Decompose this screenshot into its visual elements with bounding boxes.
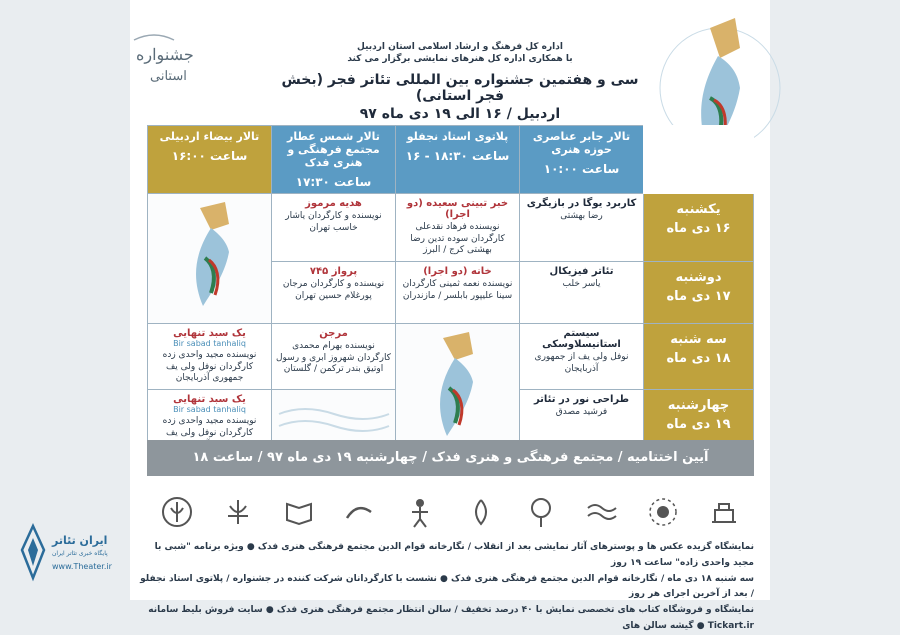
sun-logo-icon [645,494,681,530]
day-cell: یکشنبه ۱۶ دی ماه [644,194,754,262]
column-header-3: تالار بیضاء اردبیلی ساعت ۱۶:۰۰ [148,126,272,194]
svg-text:جشنواره: جشنواره [136,45,194,64]
artwork-cell [396,324,520,456]
corner-cell [644,126,754,194]
schedule-header-row [148,126,754,194]
column-header-0: تالار جابر عناصری حوزه هنری ساعت ۱۰:۰۰ [520,126,644,194]
day-cell: دوشنبه ۱۷ دی ماه [644,262,754,324]
performance-cell: پرواز ۷۴۵ نویسنده و کارگردان مرجان پورغلام حسین تهران [272,262,396,324]
column-header-2: تالار شمس عطار مجتمع فرهنگی و هنری فدک ساعت ۱۷:۳۰ [272,126,396,194]
brand-url[interactable]: www.Theater.ir [52,562,112,571]
flame-logo-icon [463,494,499,530]
wave-pattern-icon [279,394,389,444]
closing-ceremony-bar: آیین اختتامیه / مجتمع فرهنگی و هنری فدک / چهارشنبه ۱۹ دی ماه ۹۷ / ساعت ۱۸ [147,440,754,476]
building-logo-icon [706,494,742,530]
performance-cell: سیستم استانیسلاوسکی نوفل ولی یف از جمهوری آذربایجان [520,324,644,390]
header [280,42,640,122]
header-line-1: اداره کل فرهنگ و ارشاد اسلامی استان اردبیل [357,42,563,52]
note-line: نمایشگاه و فروشگاه کتاب های تخصصی نمایش با ۴۰ درصد تخفیف / سالن انتظار مجتمع فرهنگی هنری فدک ● سایت فروش بلیط سامانه Tickart.ir ● گیشه سالن های [148,605,754,631]
figure-logo-icon [402,494,438,530]
mask-icon [155,198,265,313]
emblem-logo-icon [159,494,195,530]
festival-logo [130,20,220,100]
book-logo-icon [281,494,317,530]
performance-cell: خانه (دو اجرا) نویسنده نعمه ثمینی کارگردان سینا علیپور بابلسر / مازندران [396,262,520,324]
performance-cell: طراحی نور در تئاتر فرشید مصدق [520,390,644,456]
schedule-row [148,324,754,390]
brand-name: ایران تئاتر [52,534,108,547]
day-cell: چهارشنبه ۱۹ دی ماه [644,390,754,456]
artwork-cell [148,194,272,324]
schedule-table [147,125,754,456]
svg-text:استانی: استانی [150,69,187,84]
performance-cell: هدیه مرموز نویسنده و کارگردان یاشار خاسب تهران [272,194,396,262]
note-line: نمایشگاه گزیده عکس ها و پوسترهای آثار نمایشی بعد از انقلاب / نگارخانه قوام الدین مجتمع فرهنگی هنری فدک ● ویژه برنامه "شبی با مجید واحدی زاده" ساعت ۱۹ روز [154,542,754,568]
performance-cell: تئاتر فیزیکال یاسر خلب [520,262,644,324]
performance-cell: خبر تبینی سعیده (دو اجرا) نویسنده فرهاد نقدعلی کارگردان سوده تدین رضا بهشتی کرج / البرز [396,194,520,262]
calligraphy-logo-icon [341,494,377,530]
note-line: سه شنبه ۱۸ دی ماه / نگارخانه قوام الدین مجتمع فرهنگی هنری فدک ● نشست با کارگردانان شرکت کننده در جشنواره / پلاتوی استاد نجفلو / بعد از آخرین اجرای هر روز [140,573,754,600]
festival-subtitle: اردبیل / ۱۶ الی ۱۹ دی ماه ۹۷ [359,106,561,122]
festival-poster [130,0,770,631]
brand-subtitle: پایگاه خبری تئاتر ایران [52,550,108,557]
sponsor-logos [147,490,754,534]
emblem-logo-icon [220,494,256,530]
performance-cell: یک سبد تنهایی Bir sabad tanhaliq نویسنده مجید واحدی زده کارگردان نوفل ولی یف جمهوری آذربایجان [148,324,272,390]
column-header-1: پلاتوی استاد نجفلو ساعت ۱۸:۳۰ - ۱۶ [396,126,520,194]
schedule-row [148,194,754,262]
notes [140,540,760,635]
iran-theater-logo[interactable] [18,512,118,592]
day-cell: سه شنبه ۱۸ دی ماه [644,324,754,390]
wave-logo-icon [584,494,620,530]
header-line-2: با همکاری اداره کل هنرهای نمایشی برگزار می کند [347,54,573,64]
performance-cell: یک سبد تنهایی Bir sabad tanhaliq نویسنده مجید واحدی زده کارگردان نوفل ولی یف [148,390,272,456]
theater-emblem-icon [18,522,48,582]
mask-icon [403,328,513,443]
tree-logo-icon [523,494,559,530]
festival-title: سی و هفتمین جشنواره بین المللی تئاتر فجر (بخش فجر استانی) [281,72,639,104]
performance-cell: کاربرد یوگا در بازیگری رضا بهشتی [520,194,644,262]
performance-cell: مرجن نویسنده بهرام محمدی کارگردان شهروز ابری و رسول اوتیق بندر ترکمن / گلستان [272,324,396,390]
